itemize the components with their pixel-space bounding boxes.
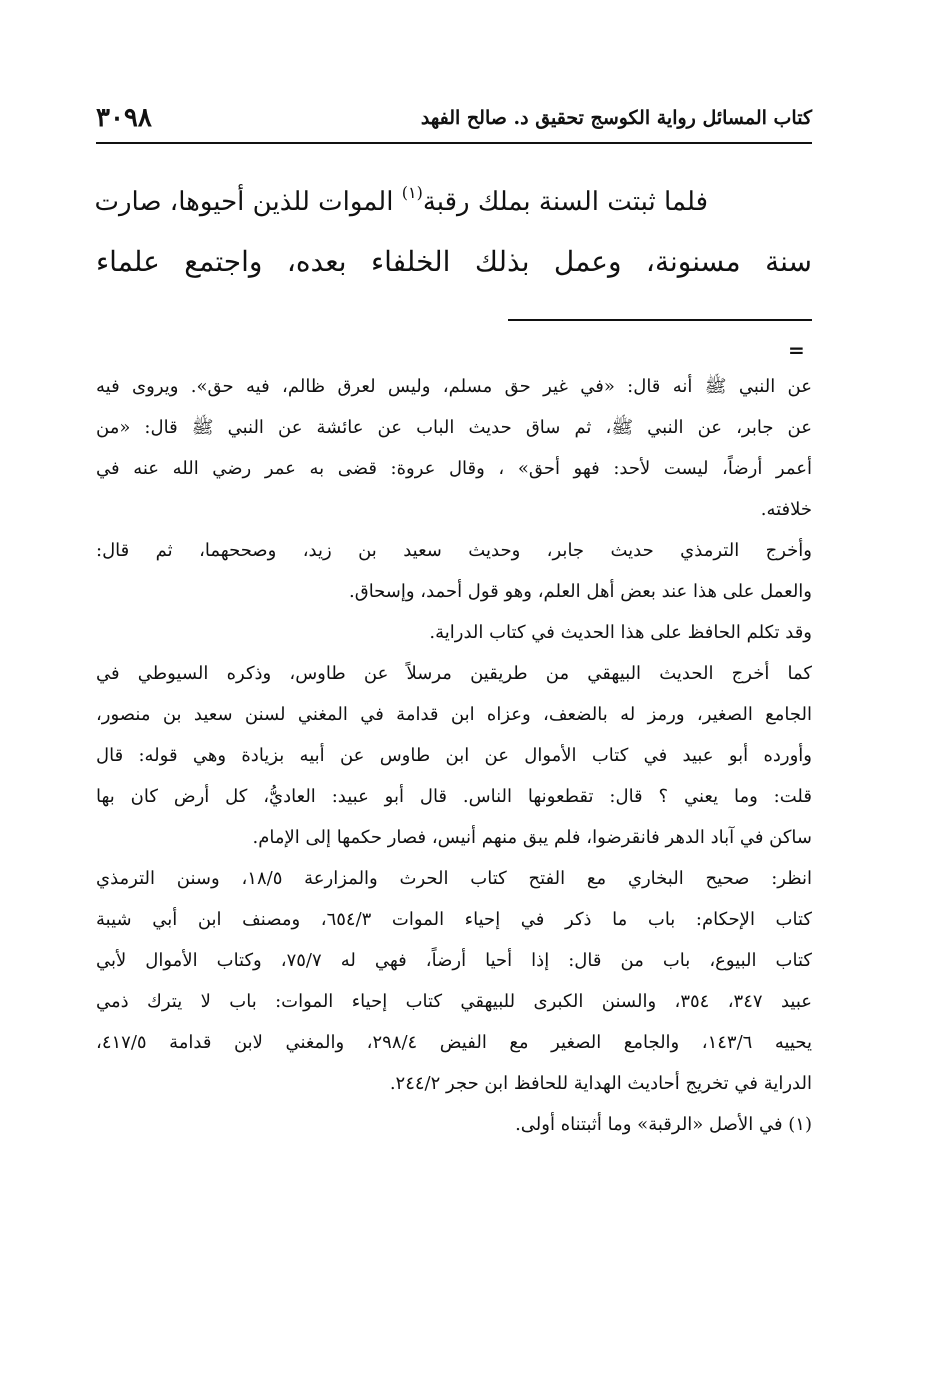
footnote-reference: (١) [401, 183, 423, 202]
running-title: كتاب المسائل رواية الكوسج تحقيق د. صالح الفهد [420, 107, 812, 129]
main-text [96, 172, 812, 292]
footnote-1: (١) في الأصل «الرقبة» وما أثبتناه أولى. [515, 1114, 812, 1135]
page-number: ٣٠٩٨ [96, 103, 152, 133]
continuation-mark: = [788, 338, 805, 362]
footnote-line: الدراية في تخريج أحاديث الهداية للحافظ ابن حجر ٢٤٤/٢. [389, 1073, 812, 1094]
main-line-1 [96, 172, 812, 232]
main-line-1-start: فلما ثبتت السنة بملك رقبة [422, 187, 708, 217]
header-rule [96, 142, 812, 144]
footnote-line: عن النبي ﷺ أنه قال: «في غير حق مسلم، وليس لعرق ظالم، فيه حق». ويروى فيه [96, 376, 812, 397]
footnote-line: كما أخرج الحديث البيهقي من طريقين مرسلاً عن طاوس، وذكره السيوطي في [96, 663, 812, 684]
main-line-1-end: الموات للذين أحيوها، صارت [94, 187, 402, 217]
footnote-line: كتاب الإحكام: باب ما ذكر في إحياء الموات ٦٥٤/٣، ومصنف ابن أبي شيبة [96, 909, 812, 930]
footnote-line: يحييه ١٤٣/٦، والجامع الصغير مع الفيض ٢٩٨/٤، والمغني لابن قدامة ٤١٧/٥، [96, 1032, 812, 1053]
footnote-line: قلت: وما يعني ؟ قال: تقطعونها الناس. قال أبو عبيد: العاديُّ، كل أرض كان بها [96, 786, 812, 807]
running-head [96, 100, 812, 136]
footnote-line: كتاب البيوع، باب من قال: إذا أحيا أرضاً، فهي له ٧٥/٧، وكتاب الأموال لأبي [96, 950, 812, 971]
footnote-line: وقد تكلم الحافظ على هذا الحديث في كتاب الدراية. [429, 622, 812, 643]
footnote-line: عن جابر، عن النبي ﷺ، ثم ساق حديث الباب عن عائشة عن النبي ﷺ قال: «من [96, 417, 812, 438]
footnote-line: أعمر أرضاً، ليست لأحد: فهو أحق» ، وقال عروة: قضى به عمر رضي الله عنه في [96, 458, 812, 479]
footnote-line: عبيد ٣٤٧، ٣٥٤، والسنن الكبرى للبيهقي كتاب إحياء الموات: باب لا يترك ذمي [96, 991, 812, 1012]
footnote-line: ساكن في آباد الدهر فانقرضوا، فلم يبق منهم أنيس، فصار حكمها إلى الإمام. [252, 827, 812, 848]
footnote-line: الجامع الصغير، ورمز له بالضعف، وعزاه ابن قدامة في المغني لسنن سعيد بن منصور، [96, 704, 812, 725]
footnote-line: وأورده أبو عبيد في كتاب الأموال عن ابن طاوس عن أبيه بزيادة وهي قوله: قال [96, 745, 812, 766]
footnote-line: خلافته. [760, 499, 812, 520]
footnote-line: وأخرج الترمذي حديث جابر، وحديث سعيد بن زيد، وصححهما، ثم قال: [96, 540, 812, 561]
footnote-separator [508, 319, 812, 321]
footnote-line: انظر: صحيح البخاري مع الفتح كتاب الحرث والمزارعة ١٨/٥، وسنن الترمذي [96, 868, 812, 889]
footnote-line: والعمل على هذا عند بعض أهل العلم، وهو قول أحمد، وإسحاق. [349, 581, 812, 602]
footnotes [96, 366, 812, 1145]
main-line-2: سنة مسنونة، وعمل بذلك الخلفاء بعده، واجتمع علماء [96, 245, 812, 278]
